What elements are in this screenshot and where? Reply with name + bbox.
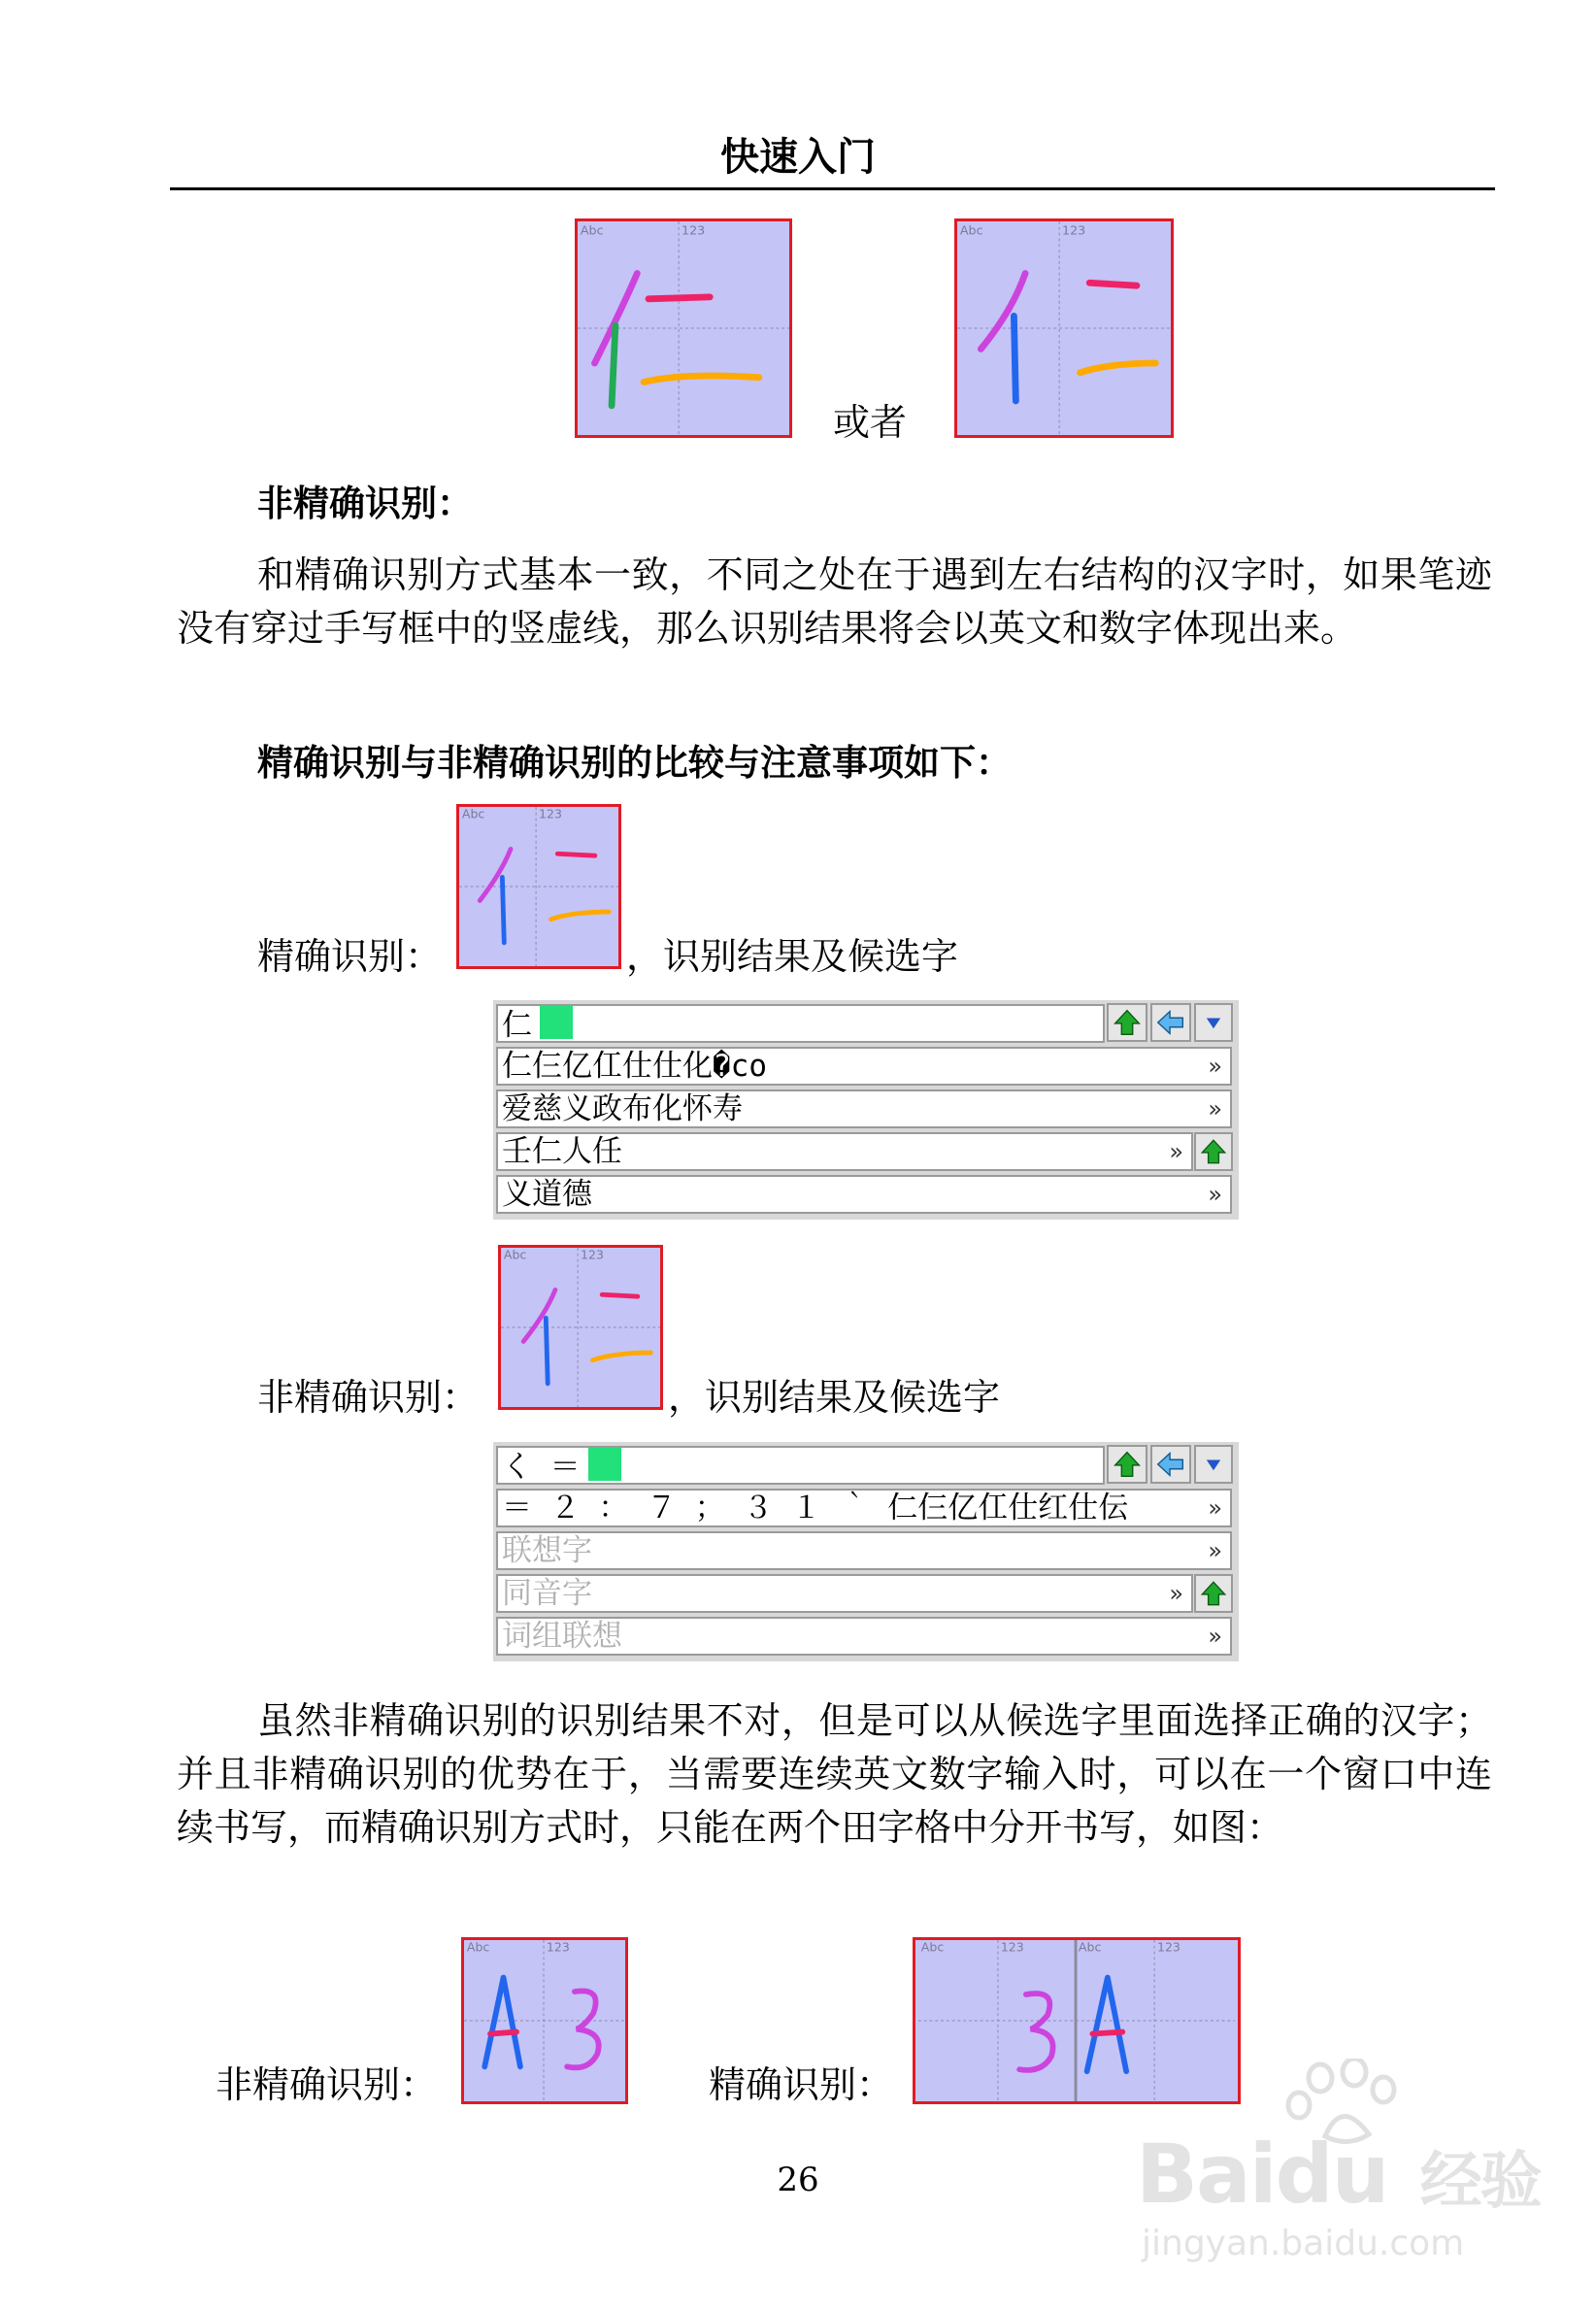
input-line[interactable] <box>496 1446 1105 1485</box>
more-icon[interactable]: » <box>1208 1181 1222 1208</box>
pad-label-abc: Abc <box>959 222 983 238</box>
candidate-row-1[interactable] <box>496 1047 1232 1086</box>
bottom-imprecise-label: 非精确识别： <box>216 2063 438 2106</box>
handwriting-pad-imprecise <box>498 1245 663 1410</box>
more-icon[interactable]: » <box>1169 1138 1183 1165</box>
handwriting-pad-a3 <box>461 1937 628 2104</box>
candidate-panel-imprecise <box>493 1442 1239 1661</box>
more-icon[interactable]: » <box>1208 1537 1222 1564</box>
menu-dropdown-button[interactable] <box>1194 1003 1233 1042</box>
imprecise-label: 非精确识别： <box>257 1376 480 1419</box>
green-up-arrow-icon <box>1109 1005 1146 1040</box>
pad-label-abc: Abc <box>920 1940 945 1955</box>
commit-up-button[interactable] <box>1107 1445 1147 1484</box>
imprecise-description: 和精确识别方式基本一致，不同之处在于遇到左右结构的汉字时，如果笔迹没有穿过手写框中的竖虚线，那么识别结果将会以英文和数字体现出来。 <box>177 553 1492 650</box>
green-up-arrow-icon <box>1196 1134 1231 1169</box>
candidate-row-4[interactable] <box>496 1617 1232 1656</box>
candidate-row-text: 仁仨亿仜仕仕化�co <box>502 1049 767 1084</box>
precise-result-suffix: ，识别结果及候选字 <box>626 935 959 978</box>
input-line[interactable] <box>496 1004 1105 1043</box>
candidate-row-text: 词组联想 <box>502 1619 622 1654</box>
candidate-row-text: 爱慈义政布化怀寿 <box>502 1091 743 1126</box>
watermark-url: jingyan.baidu.com <box>1142 2224 1465 2263</box>
pad-label-abc: Abc <box>466 1940 490 1955</box>
input-cursor <box>588 1448 621 1481</box>
blue-left-arrow-icon <box>1152 1005 1189 1040</box>
watermark-cn: 经验 <box>1419 2146 1541 2218</box>
candidate-row-text: 同音字 <box>502 1576 592 1611</box>
backspace-button[interactable] <box>1150 1445 1191 1484</box>
imprecise-heading: 非精确识别： <box>257 483 473 524</box>
bottom-precise-label: 精确识别： <box>709 2063 894 2106</box>
handwriting-pad-ren-2 <box>954 218 1174 438</box>
candidate-row-4[interactable] <box>496 1175 1232 1214</box>
candidate-row-3[interactable] <box>496 1574 1193 1613</box>
pad-label-num: 123 <box>1000 1940 1024 1955</box>
candidate-row-3[interactable] <box>496 1132 1193 1171</box>
more-icon[interactable]: » <box>1208 1053 1222 1080</box>
scroll-up-button[interactable] <box>1194 1132 1233 1171</box>
bottom-paragraph: 虽然非精确识别的识别结果不对，但是可以从候选字里面选择正确的汉字；并且非精确识别的优势在于，当需要连续英文数字输入时，可以在一个窗口中连续书写，而精确识别方式时，只能在两个田字格中分开书写，如图： <box>177 1699 1492 1849</box>
menu-dropdown-button[interactable] <box>1194 1445 1233 1484</box>
blue-left-arrow-icon <box>1152 1447 1189 1482</box>
pad-label-num: 123 <box>682 222 706 238</box>
watermark-brand2: du <box>1275 2127 1388 2222</box>
handwriting-pad-precise <box>456 804 621 969</box>
baidu-jingyan-watermark <box>1136 2059 1563 2282</box>
input-cursor <box>540 1006 573 1039</box>
imprecise-result-suffix: ，识别结果及候选字 <box>668 1376 1001 1419</box>
pad-label-num: 123 <box>581 1248 604 1262</box>
pad-label-abc: Abc <box>461 807 485 821</box>
candidate-row-text: 义道德 <box>502 1177 592 1212</box>
scroll-up-button[interactable] <box>1194 1574 1233 1613</box>
input-text: 仁 <box>502 1008 532 1043</box>
page-header-title: 快速入门 <box>720 135 876 180</box>
connector-text: 或者 <box>833 401 908 444</box>
precise-label: 精确识别： <box>257 935 443 978</box>
pad-label-num: 123 <box>539 807 562 821</box>
compare-heading: 精确识别与非精确识别的比较与注意事项如下： <box>257 742 1012 784</box>
candidate-row-1[interactable] <box>496 1489 1232 1527</box>
chevron-down-icon <box>1196 1447 1231 1482</box>
candidate-row-text: 壬仁人任 <box>502 1134 622 1169</box>
green-up-arrow-icon <box>1196 1576 1231 1611</box>
candidate-row-text: 联想字 <box>502 1533 592 1568</box>
candidate-panel-precise <box>493 1000 1239 1220</box>
more-icon[interactable]: » <box>1169 1580 1183 1607</box>
more-icon[interactable]: » <box>1208 1494 1222 1522</box>
pad-label-num-2: 123 <box>1157 1940 1180 1955</box>
watermark-brand: Bai <box>1136 2127 1276 2222</box>
pad-label-abc-2: Abc <box>1078 1940 1102 1955</box>
chevron-down-icon <box>1196 1005 1231 1040</box>
candidate-row-2[interactable] <box>496 1089 1232 1128</box>
header-rule <box>170 187 1495 190</box>
pad-label-abc: Abc <box>580 222 604 238</box>
backspace-button[interactable] <box>1150 1003 1191 1042</box>
pad-label-num: 123 <box>1062 222 1086 238</box>
green-up-arrow-icon <box>1109 1447 1146 1482</box>
page-number: 26 <box>777 2161 819 2199</box>
more-icon[interactable]: » <box>1208 1095 1222 1122</box>
more-icon[interactable]: » <box>1208 1623 1222 1650</box>
pad-label-num: 123 <box>546 1940 570 1955</box>
candidate-row-2[interactable] <box>496 1531 1232 1570</box>
handwriting-pad-ren-1 <box>575 218 792 438</box>
commit-up-button[interactable] <box>1107 1003 1147 1042</box>
input-text: く ＝ <box>502 1450 581 1485</box>
candidate-row-text: ＝ ２ ： ７ ； ３ １ ｀ 仁仨亿仜仕红仕伝 <box>502 1491 1129 1525</box>
pad-label-abc: Abc <box>503 1248 527 1262</box>
